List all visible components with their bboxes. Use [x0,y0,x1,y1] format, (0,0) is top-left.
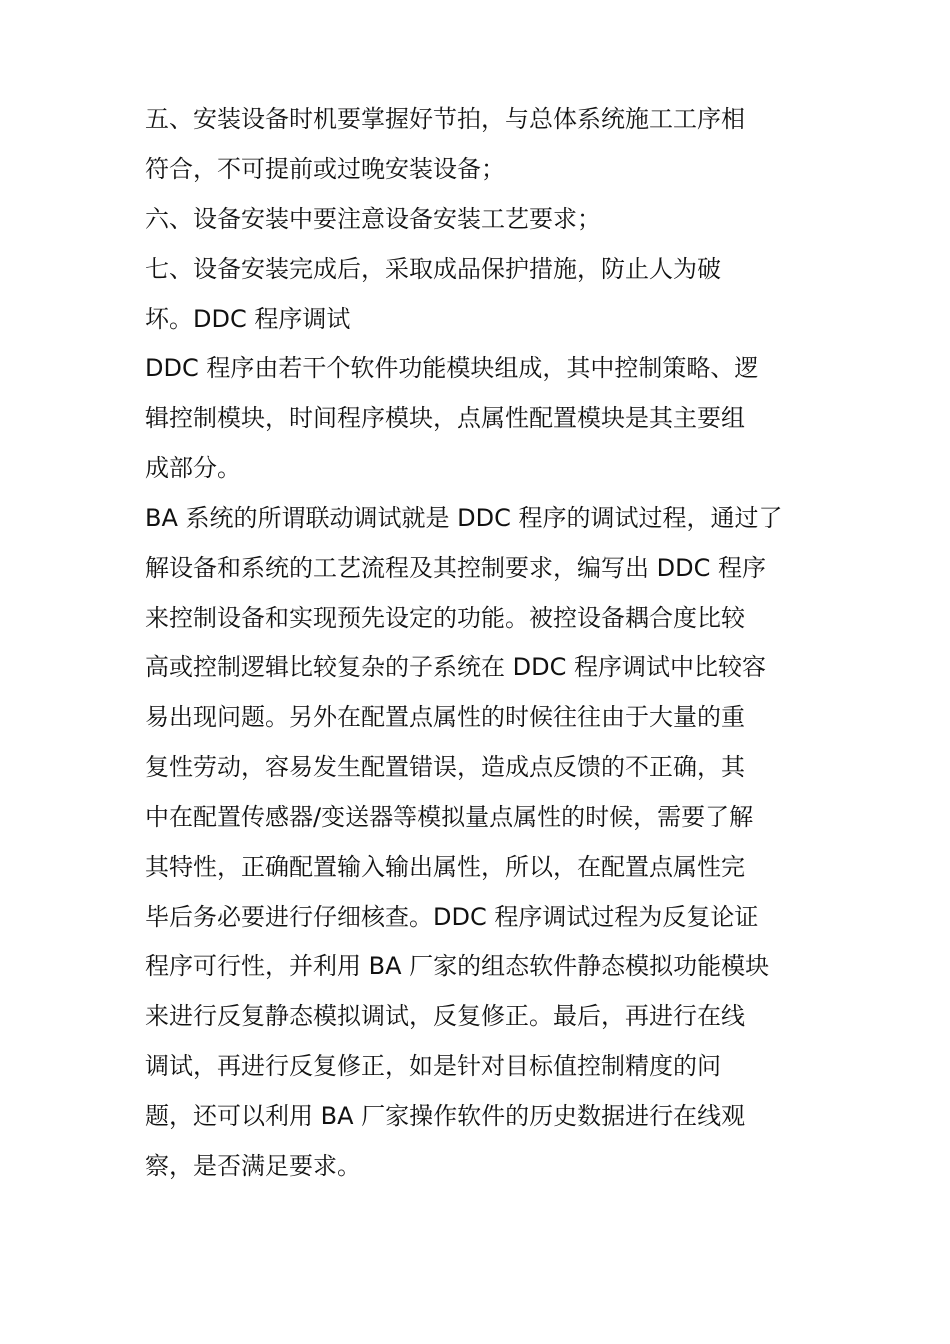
text-line: 毕后务必要进行仔细核查。DDC 程序调试过程为反复论证 [145,903,759,931]
text-line: 辑控制模块，时间程序模块，点属性配置模块是其主要组 [145,404,745,432]
text-line: DDC 程序由若干个软件功能模块组成，其中控制策略、逻 [145,354,759,382]
text-line: BA 系统的所谓联动调试就是 DDC 程序的调试过程，通过了 [145,504,783,532]
text-line: 七、设备安装完成后，采取成品保护措施，防止人为破 [145,255,721,283]
text-line: 易出现问题。另外在配置点属性的时候往往由于大量的重 [145,703,745,731]
text-line: 察，是否满足要求。 [145,1152,361,1180]
text-line: 复性劳动，容易发生配置错误，造成点反馈的不正确，其 [145,753,745,781]
text-line: 中在配置传感器/变送器等模拟量点属性的时候，需要了解 [145,803,754,831]
text-line: 来进行反复静态模拟调试，反复修正。最后，再进行在线 [145,1002,745,1030]
text-line: 成部分。 [145,454,241,482]
text-line: 六、设备安装中要注意设备安装工艺要求； [145,205,601,233]
text-line: 其特性，正确配置输入输出属性，所以，在配置点属性完 [145,853,745,881]
text-line: 解设备和系统的工艺流程及其控制要求，编写出 DDC 程序 [145,554,766,582]
text-line: 五、安装设备时机要掌握好节拍，与总体系统施工工序相 [145,105,745,133]
text-line: 高或控制逻辑比较复杂的子系统在 DDC 程序调试中比较容 [145,653,766,681]
text-line: 符合，不可提前或过晚安装设备； [145,155,505,183]
text-line: 坏。DDC 程序调试 [145,305,351,333]
text-line: 来控制设备和实现预先设定的功能。被控设备耦合度比较 [145,604,745,632]
text-line: 题，还可以利用 BA 厂家操作软件的历史数据进行在线观 [145,1102,746,1130]
text-line: 调试，再进行反复修正，如是针对目标值控制精度的问 [145,1052,721,1080]
text-line: 程序可行性，并利用 BA 厂家的组态软件静态模拟功能模块 [145,952,770,980]
